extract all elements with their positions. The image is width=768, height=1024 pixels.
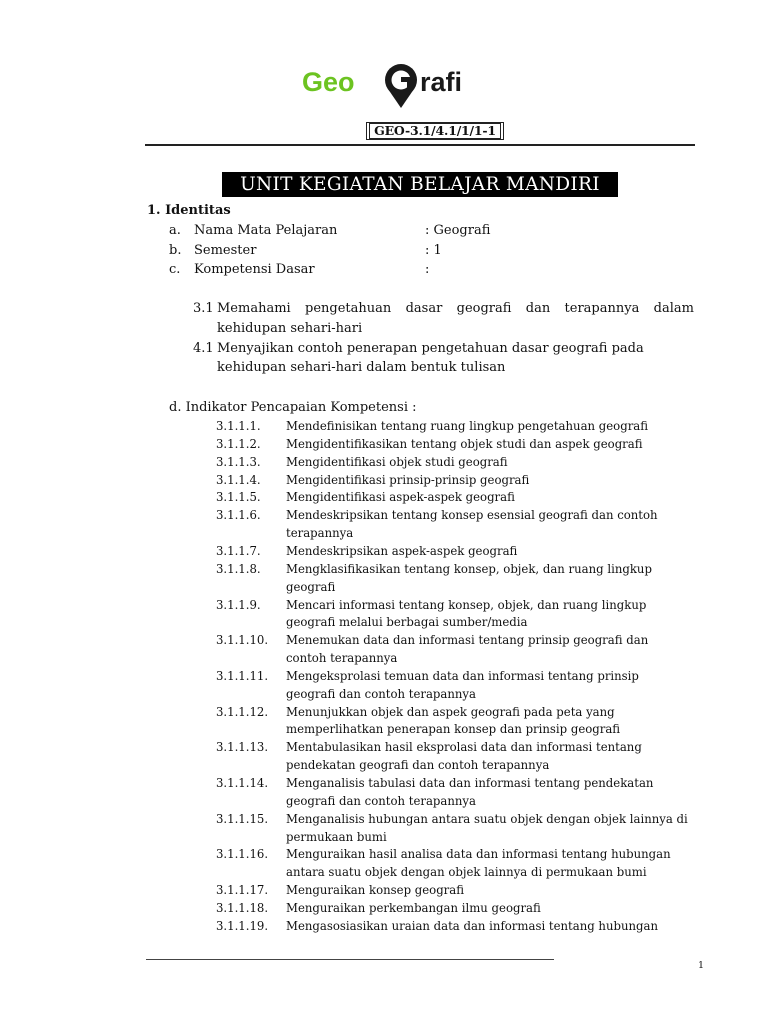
indikator-number: 3.1.1.1. bbox=[216, 419, 261, 433]
indikator-text-continued: geografi dan contoh terapannya bbox=[286, 686, 477, 701]
indikator-number: 3.1.1.12. bbox=[216, 704, 269, 719]
indikator-number: 3.1.1.8. bbox=[216, 561, 261, 576]
indikator-text: Mengklasifikasikan tentang konsep, objek, dan ruang lingkup bbox=[286, 561, 652, 576]
logo-rafi-text: rafi bbox=[420, 67, 463, 97]
indikator-number: 3.1.1.14. bbox=[216, 776, 269, 790]
indikator-text-continued: permukaan bumi bbox=[286, 829, 387, 844]
indikator-text-continued: contoh terapannya bbox=[286, 651, 398, 666]
indikator-text-continued: geografi melalui berbagai sumber/media bbox=[286, 615, 528, 630]
indikator-number: 3.1.1.9. bbox=[216, 597, 261, 612]
indikator-number: 3.1.1.17. bbox=[216, 883, 269, 898]
header-rule bbox=[145, 144, 695, 146]
document-code-box bbox=[366, 122, 504, 140]
indikator-text: Mendeskripsikan tentang konsep esensial geografi dan contoh bbox=[286, 508, 658, 523]
indikator-text-continued: terapannya bbox=[286, 526, 354, 541]
identitas-label: Semester bbox=[194, 243, 257, 258]
identitas-label: Nama Mata Pelajaran bbox=[194, 223, 338, 238]
indikator-number: 3.1.1.4. bbox=[216, 472, 261, 487]
indikator-text: Menguraikan perkembangan ilmu geografi bbox=[286, 900, 541, 915]
indikator-text: Mengidentifikasi objek studi geografi bbox=[286, 454, 508, 469]
kd-text: Memahami pengetahuan dasar geografi dan terapannya dalam bbox=[217, 301, 694, 316]
indikator-text: Mengidentifikasi prinsip-prinsip geografi bbox=[286, 472, 530, 487]
indikator-number: 3.1.1.5. bbox=[216, 490, 261, 505]
indikator-text: Menganalisis tabulasi data dan informasi tentang pendekatan bbox=[286, 776, 654, 790]
indikator-text-continued: geografi dan contoh terapannya bbox=[286, 793, 477, 808]
indikator-text-continued: memperlihatkan penerapan konsep dan prinsip geografi bbox=[286, 722, 621, 737]
indikator-text-continued: pendekatan geografi dan contoh terapannya bbox=[286, 758, 550, 773]
indikator-text: Menguraikan konsep geografi bbox=[286, 883, 465, 898]
indikator-number: 3.1.1.7. bbox=[216, 543, 261, 558]
footer-rule bbox=[146, 959, 554, 960]
identitas-value: : bbox=[425, 262, 430, 277]
indikator-text: Menemukan data dan informasi tentang prinsip geografi dan bbox=[286, 633, 649, 648]
indikator-text: Mendefinisikan tentang ruang lingkup pengetahuan geografi bbox=[286, 419, 649, 433]
map-pin-icon bbox=[385, 64, 417, 108]
kd-number: 3.1 bbox=[193, 301, 214, 316]
indikator-number: 3.1.1.13. bbox=[216, 740, 269, 755]
indikator-text-continued: antara suatu objek dengan objek lainnya di permukaan bumi bbox=[286, 865, 647, 880]
indikator-text: Mencari informasi tentang konsep, objek, dan ruang lingkup bbox=[286, 597, 647, 612]
identitas-value: : 1 bbox=[425, 243, 442, 258]
identitas-letter: c. bbox=[169, 262, 181, 277]
indikator-number: 3.1.1.19. bbox=[216, 918, 269, 933]
indikator-number: 3.1.1.3. bbox=[216, 454, 261, 469]
indikator-text: Mendeskripsikan aspek-aspek geografi bbox=[286, 543, 518, 558]
indikator-text: Mengasosiasikan uraian data dan informasi tentang hubungan bbox=[286, 918, 658, 933]
geografi-logo bbox=[300, 58, 510, 114]
identitas-letter: b. bbox=[169, 243, 182, 258]
section-heading-identitas: 1. Identitas bbox=[147, 203, 231, 218]
indikator-number: 3.1.1.10. bbox=[216, 633, 269, 648]
indikator-text-continued: geografi bbox=[286, 579, 336, 594]
document-code: GEO-3.1/4.1/1/1-1 bbox=[369, 123, 501, 139]
identitas-letter: a. bbox=[169, 223, 181, 238]
indikator-text: Mengidentifikasi aspek-aspek geografi bbox=[286, 490, 515, 505]
page-title: UNIT KEGIATAN BELAJAR MANDIRI bbox=[222, 172, 618, 197]
indikator-text: Mengeksprolasi temuan data dan informasi tentang prinsip bbox=[286, 668, 639, 683]
indikator-text: Mentabulasikan hasil eksprolasi data dan informasi tentang bbox=[286, 740, 642, 755]
indikator-number: 3.1.1.15. bbox=[216, 811, 269, 826]
identitas-label: Kompetensi Dasar bbox=[194, 262, 315, 277]
indikator-number: 3.1.1.11. bbox=[216, 668, 269, 683]
indikator-text: Menganalisis hubungan antara suatu objek dengan objek lainnya di bbox=[286, 811, 688, 826]
kd-text-continued: kehidupan sehari-hari bbox=[217, 321, 363, 336]
indikator-number: 3.1.1.18. bbox=[216, 900, 269, 915]
indikator-text: Menunjukkan objek dan aspek geografi pada peta yang bbox=[286, 704, 615, 719]
kd-number: 4.1 bbox=[193, 341, 214, 356]
indikator-number: 3.1.1.6. bbox=[216, 508, 261, 523]
indikator-text: Mengidentifikasikan tentang objek studi dan aspek geografi bbox=[286, 436, 643, 451]
indikator-number: 3.1.1.16. bbox=[216, 847, 269, 862]
kd-text-continued: kehidupan sehari-hari dalam bentuk tulisan bbox=[217, 360, 506, 375]
indikator-number: 3.1.1.2. bbox=[216, 436, 261, 451]
kd-text: Menyajikan contoh penerapan pengetahuan dasar geografi pada bbox=[217, 341, 644, 356]
indikator-text: Menguraikan hasil analisa data dan informasi tentang hubungan bbox=[286, 847, 671, 862]
page-number: 1 bbox=[698, 960, 705, 971]
indikator-heading: d. Indikator Pencapaian Kompetensi : bbox=[169, 400, 417, 415]
identitas-value: : Geografi bbox=[425, 223, 491, 238]
logo-geo-text: Geo bbox=[302, 67, 355, 97]
